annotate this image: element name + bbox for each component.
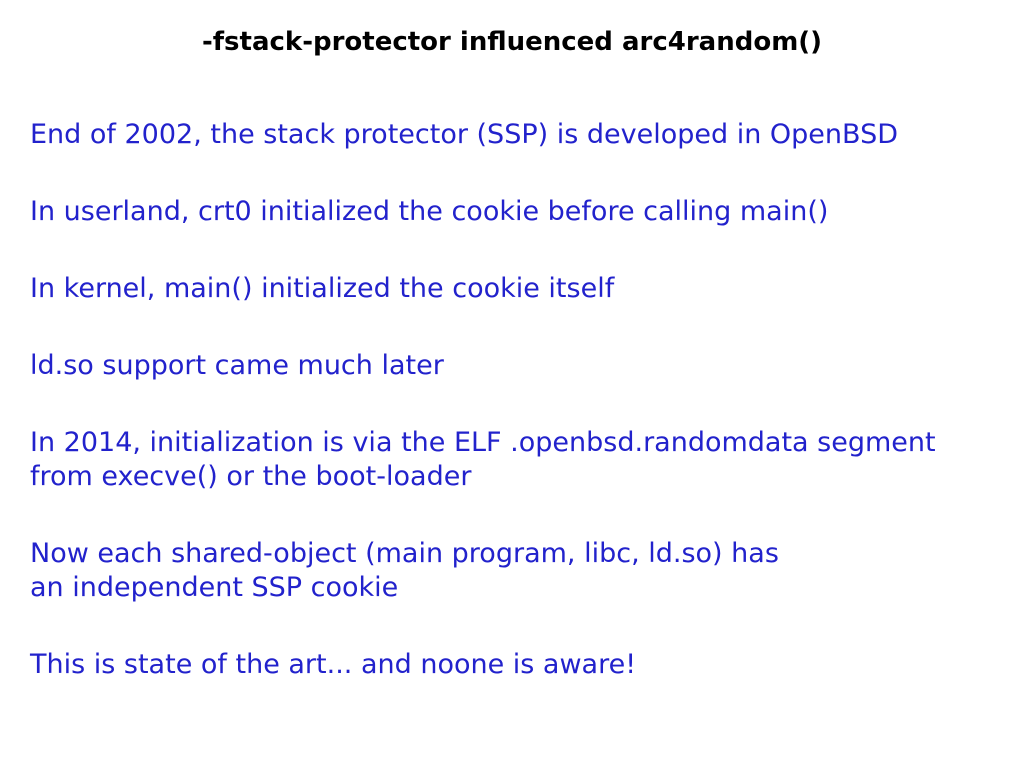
paragraph-line: End of 2002, the stack protector (SSP) is developed in OpenBSD <box>30 119 899 150</box>
paragraph-line: from execve() or the boot-loader <box>30 461 472 492</box>
slide-paragraph <box>30 426 1008 494</box>
slide-paragraph <box>30 648 1008 682</box>
slide-paragraph <box>30 118 1008 152</box>
slide-paragraph <box>30 195 1008 229</box>
slide-paragraph <box>30 537 1008 605</box>
paragraph-line: This is state of the art... and noone is aware! <box>30 649 637 680</box>
paragraph-line: ld.so support came much later <box>30 350 444 381</box>
slide-paragraph <box>30 272 1008 306</box>
slide-title: -fstack-protector influenced arc4random() <box>201 27 823 57</box>
paragraph-line: In 2014, initialization is via the ELF .openbsd.randomdata segment <box>30 427 936 458</box>
paragraph-line: In kernel, main() initialized the cookie itself <box>30 273 615 304</box>
paragraph-line: Now each shared-object (main program, libc, ld.so) has <box>30 538 779 569</box>
paragraph-line: an independent SSP cookie <box>30 572 399 603</box>
slide-paragraph <box>30 349 1008 383</box>
paragraph-line: In userland, crt0 initialized the cookie before calling main() <box>30 196 829 227</box>
slide-body <box>30 118 1008 725</box>
